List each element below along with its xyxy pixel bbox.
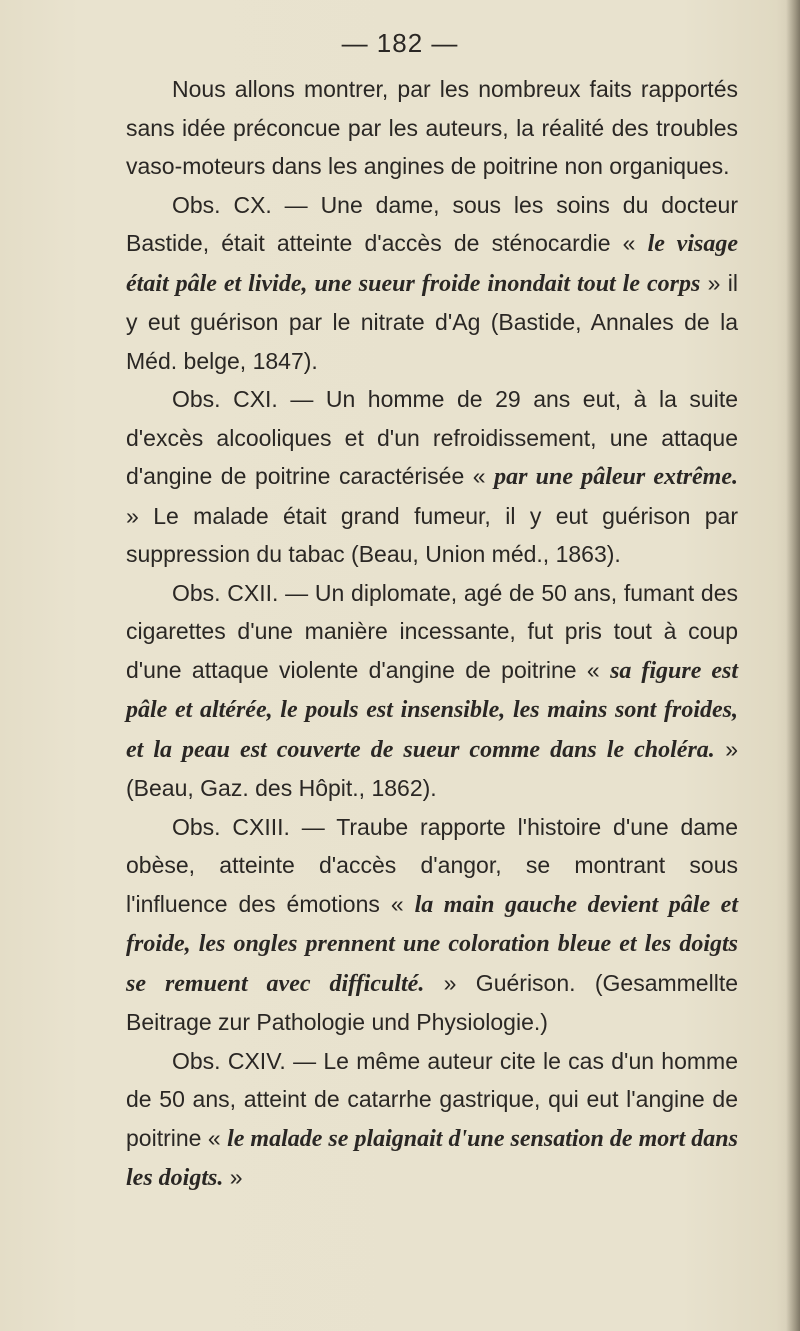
text-segment: »: [223, 1164, 243, 1190]
italic-quote: par une pâleur extrême.: [494, 464, 738, 490]
page-number-header: — 182 —: [341, 28, 459, 58]
text-segment: Obs. CX. — Une dame, sous les soins du docteur Bastide, était atteinte d'accès de sténocardie «: [126, 191, 738, 256]
italic-quote: sa figure est pâle et altérée, le pouls est insensible, les mains sont froides, et la peau est couverte de sueur comme dans le choléra.: [126, 657, 738, 763]
body-text: [126, 70, 738, 1198]
text-segment: » Guérison. (Gesammellte Beitrage zur Pathologie und Physiologie.): [126, 969, 739, 1035]
page-edge-shadow: [786, 0, 800, 1331]
paragraph-obs-cxiv: [126, 1042, 738, 1198]
paragraph-obs-cxii: [126, 574, 738, 808]
text-segment: Obs. CXI. — Un homme de 29 ans eut, à la suite d'excès alcooliques et d'un refroidissement, une attaque d'angine de poitrine caractérisée «: [126, 386, 738, 489]
text-segment: » il y eut guérison par le nitrate d'Ag (Bastide, Annales de la Méd. belge, 1847).: [126, 269, 738, 374]
text-segment: » Le malade était grand fumeur, il y eut guérison par suppression du tabac (Beau, Union méd., 1863).: [126, 502, 738, 567]
text-segment: Obs. CXIV. — Le même auteur cite le cas d'un homme de 50 ans, atteint de catarrhe gastrique, qui eut l'angine de poitrine «: [126, 1047, 738, 1151]
text-segment: Obs. CXIII. — Traube rapporte l'histoire d'une dame obèse, atteinte d'accès d'angor, se montrant sous l'influence des émotions «: [126, 813, 738, 917]
italic-quote: le visage était pâle et livide, une sueur froide inondait tout le corps: [126, 231, 738, 297]
paragraph-obs-cx: [126, 186, 738, 381]
paragraph-intro: [126, 70, 738, 186]
text-segment: Obs. CXII. — Un diplomate, agé de 50 ans, fumant des cigarettes d'une manière incessante, fut pris tout à coup d'une attaque violente d'angine de poitrine «: [126, 579, 738, 683]
paragraph-obs-cxiii: [126, 808, 738, 1042]
paragraph-obs-cxi: [126, 380, 738, 574]
text-segment: Nous allons montrer, par les nombreux faits rapportés sans idée préconcue par les auteurs, la réalité des troubles vaso-moteurs dans les angines de poitrine non organiques.: [126, 76, 738, 179]
italic-quote: la main gauche devient pâle et froide, les ongles prennent une coloration bleue et les doigts se remuent avec difficulté.: [126, 891, 738, 997]
italic-quote: le malade se plaignait d'une sensation de mort dans les doigts.: [126, 1125, 738, 1191]
text-segment: » (Beau, Gaz. des Hôpit., 1862).: [126, 735, 738, 801]
